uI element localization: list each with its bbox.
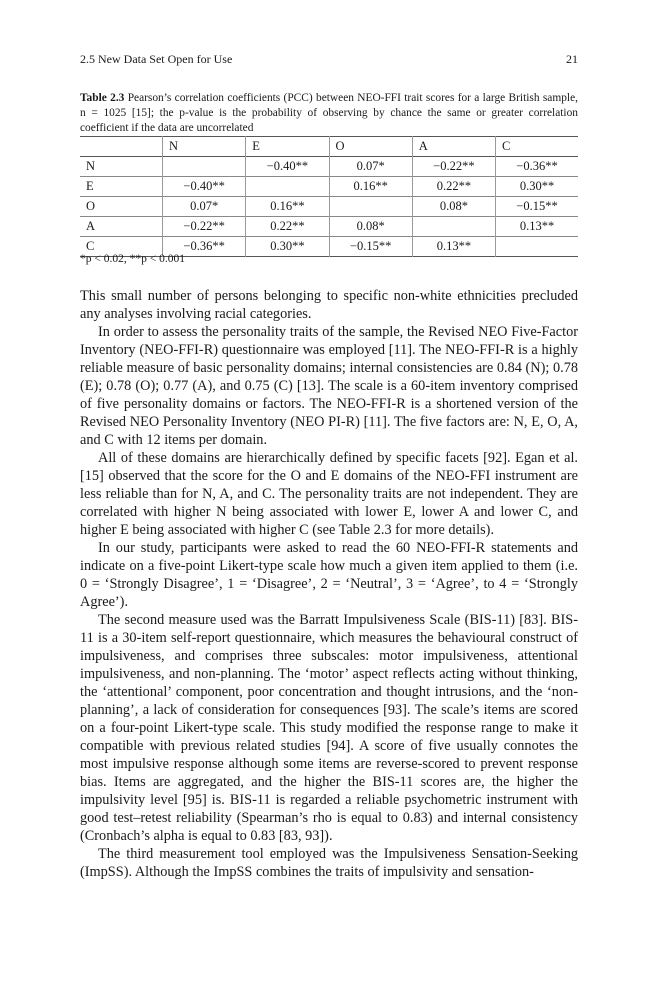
table-cell: −0.15** (496, 197, 579, 217)
table-cell: −0.22** (163, 217, 246, 237)
table-cell: 0.22** (412, 177, 495, 197)
table-cell: 0.30** (246, 237, 329, 257)
table-footnote: *p < 0.02, **p < 0.001 (80, 253, 185, 265)
table-cell: −0.40** (246, 157, 329, 177)
col-header-c: C (496, 137, 579, 157)
table-cell: −0.36** (163, 237, 246, 257)
row-label: N (86, 159, 96, 173)
table-label: Table 2.3 (80, 92, 125, 104)
table-cell: 0.22** (246, 217, 329, 237)
row-label: C (86, 239, 95, 253)
table-cell (163, 157, 246, 177)
paragraph: All of these domains are hierarchically defined by specific facets [92]. Egan et al. [15] observed that the score for the O and E domains of the NEO-FFI instrument are less reliable than for N, A, and C. The personality traits are not independent. They are correlated with higher N being associated with lower E, lower A and lower C, and higher E being associated with higher C (see Table 2.3 for more details). (80, 450, 578, 538)
paragraph: The third measurement tool employed was the Impulsiveness Sensation-Seeking (ImpSS). Although the ImpSS combines the traits of impulsivity and sensation- (80, 846, 578, 880)
table-caption-text: Pearson’s correlation coefficients (PCC) between NEO-FFI trait scores for a large British sample, n = 1025 [15]; the p-value is the probability of observing by chance the same or greater correlation coefficient if the data are uncorrelated (80, 92, 578, 134)
table-cell: 0.08* (412, 197, 495, 217)
section-title: 2.5 New Data Set Open for Use (80, 52, 233, 66)
table-row (80, 177, 578, 197)
table-cell: 0.13** (412, 237, 495, 257)
table-row (80, 197, 578, 217)
row-label: A (86, 219, 96, 233)
table-corner-cell (80, 137, 163, 157)
paragraph: This small number of persons belonging to specific non-white ethnicities precluded any analyses involving racial categories. (80, 288, 578, 322)
col-header-e: E (246, 137, 329, 157)
table-header-row (80, 137, 578, 157)
table-cell: −0.36** (496, 157, 579, 177)
table-caption (80, 91, 578, 136)
table-cell: 0.07* (329, 157, 412, 177)
table-cell (329, 197, 412, 217)
row-label: O (86, 199, 96, 213)
row-label: E (86, 179, 94, 193)
table-cell: 0.16** (246, 197, 329, 217)
paragraph: In our study, participants were asked to read the 60 NEO-FFI-R statements and indicate on a five-point Likert-type scale how much a given item applied to them (i.e. 0 = ‘Strongly Disagree’, 1 = ‘Disagree’, 2 = ‘Neutral’, 3 = ‘Agree’, to 4 = ‘Strongly Agree’). (80, 540, 578, 610)
col-header-n: N (163, 137, 246, 157)
page-number: 21 (566, 52, 578, 66)
table-cell: −0.40** (163, 177, 246, 197)
correlation-table (80, 136, 578, 257)
table-cell: 0.07* (163, 197, 246, 217)
table-row (80, 157, 578, 177)
table-cell: 0.08* (329, 217, 412, 237)
table-cell: −0.15** (329, 237, 412, 257)
col-header-o: O (329, 137, 412, 157)
paragraph: In order to assess the personality traits of the sample, the Revised NEO Five-Factor Inventory (NEO-FFI-R) questionnaire was employed [11]. The NEO-FFI-R is a highly reliable measure of basic personality domains; internal consistencies are 0.84 (N); 0.78 (E); 0.78 (O); 0.77 (A), and 0.75 (C) [13]. The scale is a 60-item inventory comprised of five personality domains or factors. The NEO-FFI-R is a shortened version of the Revised NEO Personality Inventory (NEO PI-R) [11]. The five factors are: N, E, O, A, and C with 12 items per domain. (80, 324, 578, 448)
table-cell (246, 177, 329, 197)
table-cell (412, 217, 495, 237)
table-cell: 0.13** (496, 217, 579, 237)
paragraph: The second measure used was the Barratt Impulsiveness Scale (BIS-11) [83]. BIS-11 is a 30-item self-report questionnaire, which measures the behavioural construct of impulsiveness, and comprises three subscales: motor impulsiveness, attentional impulsiveness, and non-planning. The ‘motor’ aspect reflects acting without thinking, the ‘attentional’ component, poor concentration and thought intrusions, and the ‘non-planning’, a lack of consideration for consequences [93]. The scale’s items are scored on a four-point Likert-type scale. This study modified the response range to make it compatible with previous related studies [94]. A score of five usually connotes the most impulsive response although some items are reverse-scored to prevent response bias. Items are aggregated, and the higher the BIS-11 scores are, the higher the impulsivity level [95] is. BIS-11 is regarded a reliable psychometric instrument with good test–retest reliability (Spearman’s rho is equal to 0.83) and internal consistency (Cronbach’s alpha is equal to 0.83 [83, 93]). (80, 612, 578, 844)
table-cell: −0.22** (412, 157, 495, 177)
table-cell: 0.16** (329, 177, 412, 197)
table-cell (496, 237, 579, 257)
table-cell: 0.30** (496, 177, 579, 197)
col-header-a: A (412, 137, 495, 157)
body-text (80, 287, 578, 881)
running-header (80, 52, 578, 68)
table-row (80, 217, 578, 237)
